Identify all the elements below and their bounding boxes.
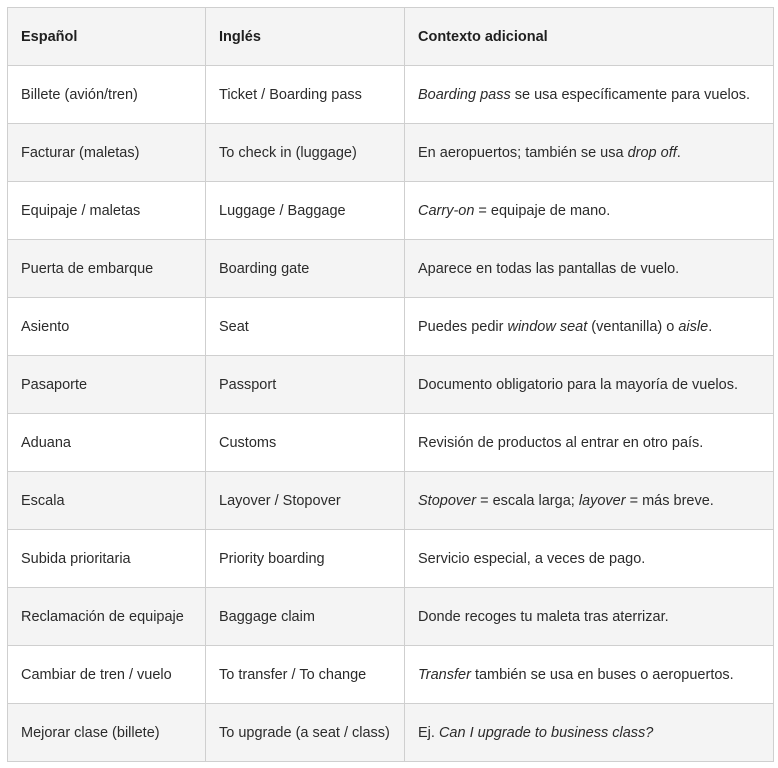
cell-english: Seat: [206, 298, 405, 356]
cell-spanish: Puerta de embarque: [8, 240, 206, 298]
cell-english: Customs: [206, 414, 405, 472]
cell-english: To transfer / To change: [206, 646, 405, 704]
cell-context: [405, 124, 774, 182]
cell-spanish: Billete (avión/tren): [8, 66, 206, 124]
cell-spanish: Escala: [8, 472, 206, 530]
cell-spanish: Reclamación de equipaje: [8, 588, 206, 646]
context-english-term: window seat: [507, 318, 588, 335]
header-spanish: Español: [8, 8, 206, 66]
cell-context: [405, 182, 774, 240]
cell-context: [405, 240, 774, 298]
header-context: Contexto adicional: [405, 8, 774, 66]
table-body: [8, 66, 774, 762]
context-text: = escala larga;: [476, 492, 579, 509]
context-english-term: aisle: [678, 318, 709, 335]
context-text: .: [676, 144, 681, 161]
context-text: .: [708, 318, 713, 335]
cell-context: [405, 530, 774, 588]
header-row: [8, 8, 774, 66]
cell-english: Ticket / Boarding pass: [206, 66, 405, 124]
context-text: Documento obligatorio para la mayoría de vuelos.: [418, 376, 738, 393]
table-row: [8, 182, 774, 240]
cell-context: [405, 646, 774, 704]
table-row: [8, 646, 774, 704]
cell-spanish: Aduana: [8, 414, 206, 472]
cell-english: Passport: [206, 356, 405, 414]
cell-context: [405, 472, 774, 530]
context-text: (ventanilla) o: [587, 318, 679, 335]
table-row: [8, 298, 774, 356]
context-text: Revisión de productos al entrar en otro país.: [418, 434, 704, 451]
context-english-term: Carry-on: [418, 202, 475, 219]
context-text: se usa específicamente para vuelos.: [510, 86, 751, 103]
cell-english: Layover / Stopover: [206, 472, 405, 530]
context-text: Servicio especial, a veces de pago.: [418, 550, 646, 567]
cell-spanish: Asiento: [8, 298, 206, 356]
context-text: = equipaje de mano.: [474, 202, 611, 219]
cell-spanish: Mejorar clase (billete): [8, 704, 206, 762]
cell-context: [405, 704, 774, 762]
context-text: = más breve.: [625, 492, 714, 509]
cell-context: [405, 588, 774, 646]
table-row: [8, 530, 774, 588]
cell-context: [405, 66, 774, 124]
vocabulary-table: [7, 7, 774, 762]
cell-context: [405, 298, 774, 356]
cell-english: To upgrade (a seat / class): [206, 704, 405, 762]
cell-context: [405, 414, 774, 472]
table-row: [8, 240, 774, 298]
cell-english: Baggage claim: [206, 588, 405, 646]
context-text: Ej.: [418, 724, 439, 741]
context-english-term: Boarding pass: [418, 86, 511, 103]
context-english-term: Transfer: [418, 666, 471, 683]
context-text: también se usa en buses o aeropuertos.: [470, 666, 734, 683]
cell-context: [405, 356, 774, 414]
table-row: [8, 356, 774, 414]
context-english-term: Can I upgrade to business class?: [438, 724, 654, 741]
table-header: [8, 8, 774, 66]
context-text: Puedes pedir: [418, 318, 508, 335]
cell-english: Luggage / Baggage: [206, 182, 405, 240]
cell-english: Priority boarding: [206, 530, 405, 588]
cell-spanish: Equipaje / maletas: [8, 182, 206, 240]
cell-english: To check in (luggage): [206, 124, 405, 182]
context-english-term: layover: [578, 492, 626, 509]
cell-spanish: Pasaporte: [8, 356, 206, 414]
context-english-term: drop off: [627, 144, 677, 161]
context-text: En aeropuertos; también se usa: [418, 144, 628, 161]
cell-spanish: Subida prioritaria: [8, 530, 206, 588]
table-row: [8, 414, 774, 472]
context-text: Donde recoges tu maleta tras aterrizar.: [418, 608, 669, 625]
table-row: [8, 124, 774, 182]
context-english-term: Stopover: [418, 492, 477, 509]
cell-spanish: Facturar (maletas): [8, 124, 206, 182]
cell-spanish: Cambiar de tren / vuelo: [8, 646, 206, 704]
cell-english: Boarding gate: [206, 240, 405, 298]
table-row: [8, 704, 774, 762]
context-text: Aparece en todas las pantallas de vuelo.: [418, 260, 680, 277]
header-english: Inglés: [206, 8, 405, 66]
table-row: [8, 66, 774, 124]
table-row: [8, 588, 774, 646]
table-row: [8, 472, 774, 530]
